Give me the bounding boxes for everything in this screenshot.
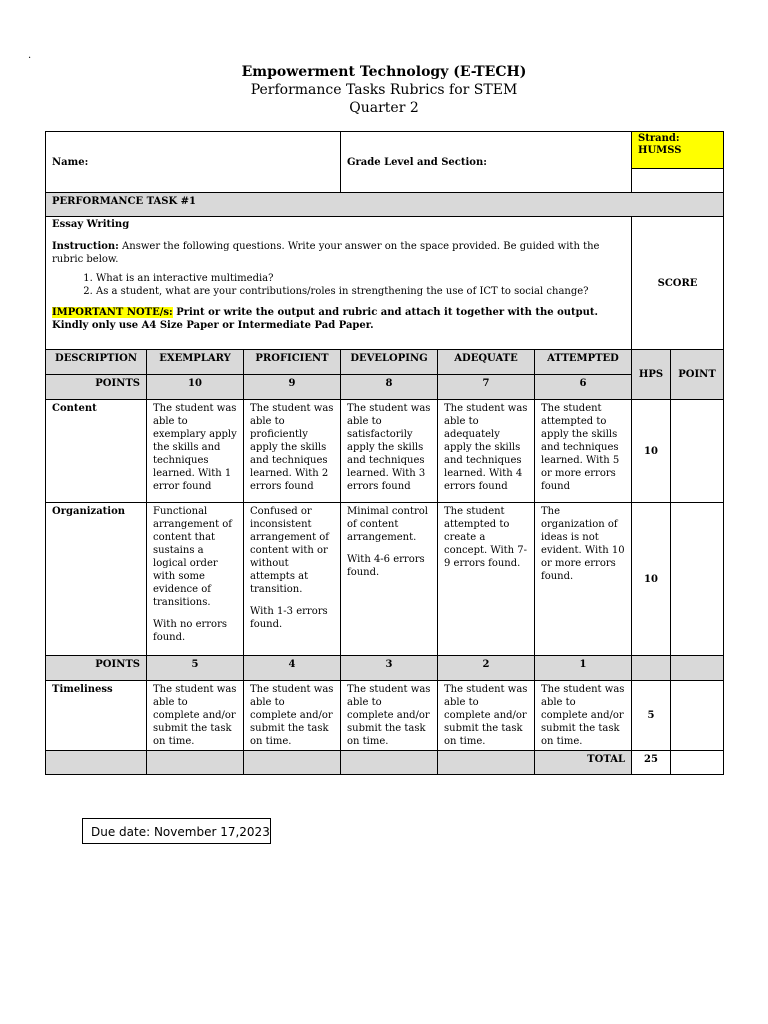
points-value: 3 [341, 656, 438, 681]
question-list [52, 272, 625, 298]
document-subtitle: Performance Tasks Rubrics for STEM [250, 82, 518, 98]
rubric-cell: The student was able to exemplary apply the skills and techniques learned. With 1 error found [147, 400, 244, 503]
rubric-cell-text: With 4-6 errors found. [347, 554, 425, 578]
point-input[interactable] [671, 503, 724, 656]
instruction-text: Answer the following questions. Write your answer on the space provided. Be guided with the rubric below. [52, 241, 600, 265]
rubric-cell: The student was able to adequately apply the skills and techniques learned. With 4 errors found [438, 400, 535, 503]
hps-value: 10 [632, 400, 671, 503]
points-value: 10 [147, 375, 244, 400]
due-date-box: Due date: November 17,2023 [82, 818, 271, 844]
rubric-cell: The student attempted to apply the skills and techniques learned. With 5 or more errors found [535, 400, 632, 503]
column-header-developing: DEVELOPING [341, 350, 438, 375]
strand-blank [632, 169, 724, 193]
rubric-cell: The student was able to complete and/or submit the task on time. [244, 681, 341, 751]
total-blank [46, 751, 147, 775]
grade-section-field[interactable] [341, 132, 632, 193]
points-value: 1 [535, 656, 632, 681]
column-header-adequate: ADEQUATE [438, 350, 535, 375]
total-hps: 25 [632, 751, 671, 775]
instruction [52, 240, 625, 266]
strand-label: Strand: [638, 133, 680, 144]
total-point-input[interactable] [671, 751, 724, 775]
important-note-label: IMPORTANT NOTE/s: [52, 307, 173, 318]
task-type: Essay Writing [52, 219, 130, 230]
point-blank [671, 656, 724, 681]
points-value: 2 [438, 656, 535, 681]
column-header-attempted: ATTEMPTED [535, 350, 632, 375]
rubric-cell: The student was able to proficiently apply the skills and techniques learned. With 2 errors found [244, 400, 341, 503]
point-input[interactable] [671, 681, 724, 751]
rubric-table [45, 131, 724, 775]
total-blank [341, 751, 438, 775]
rubric-cell [438, 503, 535, 656]
rubric-cell-text: The student attempted to create a concept. With 7-9 errors found. [444, 506, 528, 569]
criterion-timeliness: Timeliness [46, 681, 147, 751]
points-label: POINTS [46, 656, 147, 681]
rubric-cell [535, 503, 632, 656]
rubric-cell [341, 503, 438, 656]
stray-mark: . [28, 50, 32, 61]
total-label: TOTAL [535, 751, 632, 775]
hps-value: 10 [632, 503, 671, 656]
rubric-cell: The student was able to complete and/or submit the task on time. [535, 681, 632, 751]
score-label: SCORE [632, 217, 724, 350]
task-description [46, 217, 632, 350]
points-value: 5 [147, 656, 244, 681]
points-value: 8 [341, 375, 438, 400]
total-blank [147, 751, 244, 775]
document-title: Empowerment Technology (E-TECH) [241, 64, 527, 80]
rubric-cell: The student was able to satisfactorily apply the skills and techniques learned. With 3 errors found [341, 400, 438, 503]
important-note [52, 306, 625, 332]
question-item: 1. What is an interactive multimedia? [96, 272, 625, 285]
strand-cell [632, 132, 724, 169]
question-item: 2. As a student, what are your contributions/roles in strengthening the use of ICT to social change? [96, 285, 625, 298]
rubric-cell: The student was able to complete and/or submit the task on time. [147, 681, 244, 751]
rubric-cell: The student was able to complete and/or submit the task on time. [341, 681, 438, 751]
criterion-content: Content [46, 400, 147, 503]
instruction-label: Instruction: [52, 241, 119, 252]
rubric-cell: The student was able to complete and/or submit the task on time. [438, 681, 535, 751]
rubric-cell-text: Confused or inconsistent arrangement of content with or without attempts at transition. [250, 506, 330, 595]
column-header-hps: HPS [632, 350, 671, 400]
points-value: 6 [535, 375, 632, 400]
points-value: 9 [244, 375, 341, 400]
criterion-organization: Organization [46, 503, 147, 656]
total-blank [244, 751, 341, 775]
rubric-cell-text: The organization of ideas is not evident. With 10 or more errors found. [541, 506, 625, 582]
rubric-cell-text: Functional arrangement of content that sustains a logical order with some evidence of transitions. [153, 506, 233, 608]
points-value: 4 [244, 656, 341, 681]
rubric-cell-text: With 1-3 errors found. [250, 606, 328, 630]
document-header [0, 63, 768, 118]
document-quarter: Quarter 2 [349, 100, 419, 116]
points-value: 7 [438, 375, 535, 400]
name-label: Name: [52, 156, 89, 168]
column-header-exemplary: EXEMPLARY [147, 350, 244, 375]
name-field[interactable] [46, 132, 341, 193]
total-blank [438, 751, 535, 775]
rubric-cell [244, 503, 341, 656]
hps-value: 5 [632, 681, 671, 751]
rubric-cell-text: Minimal control of content arrangement. [347, 506, 428, 543]
column-header-description: DESCRIPTION [46, 350, 147, 375]
point-input[interactable] [671, 400, 724, 503]
rubric-cell-text: With no errors found. [153, 619, 227, 643]
points-label: POINTS [46, 375, 147, 400]
rubric-sheet [45, 131, 723, 775]
rubric-cell [147, 503, 244, 656]
hps-blank [632, 656, 671, 681]
grade-section-label: Grade Level and Section: [347, 156, 487, 168]
strand-value: HUMSS [638, 145, 682, 156]
column-header-point: POINT [671, 350, 724, 400]
important-note-text: Print or write the output and rubric and attach it together with the output. Kindly only use A4 Size Paper or Intermediate Pad Paper. [52, 307, 599, 331]
performance-task-heading: PERFORMANCE TASK #1 [46, 193, 724, 217]
column-header-proficient: PROFICIENT [244, 350, 341, 375]
